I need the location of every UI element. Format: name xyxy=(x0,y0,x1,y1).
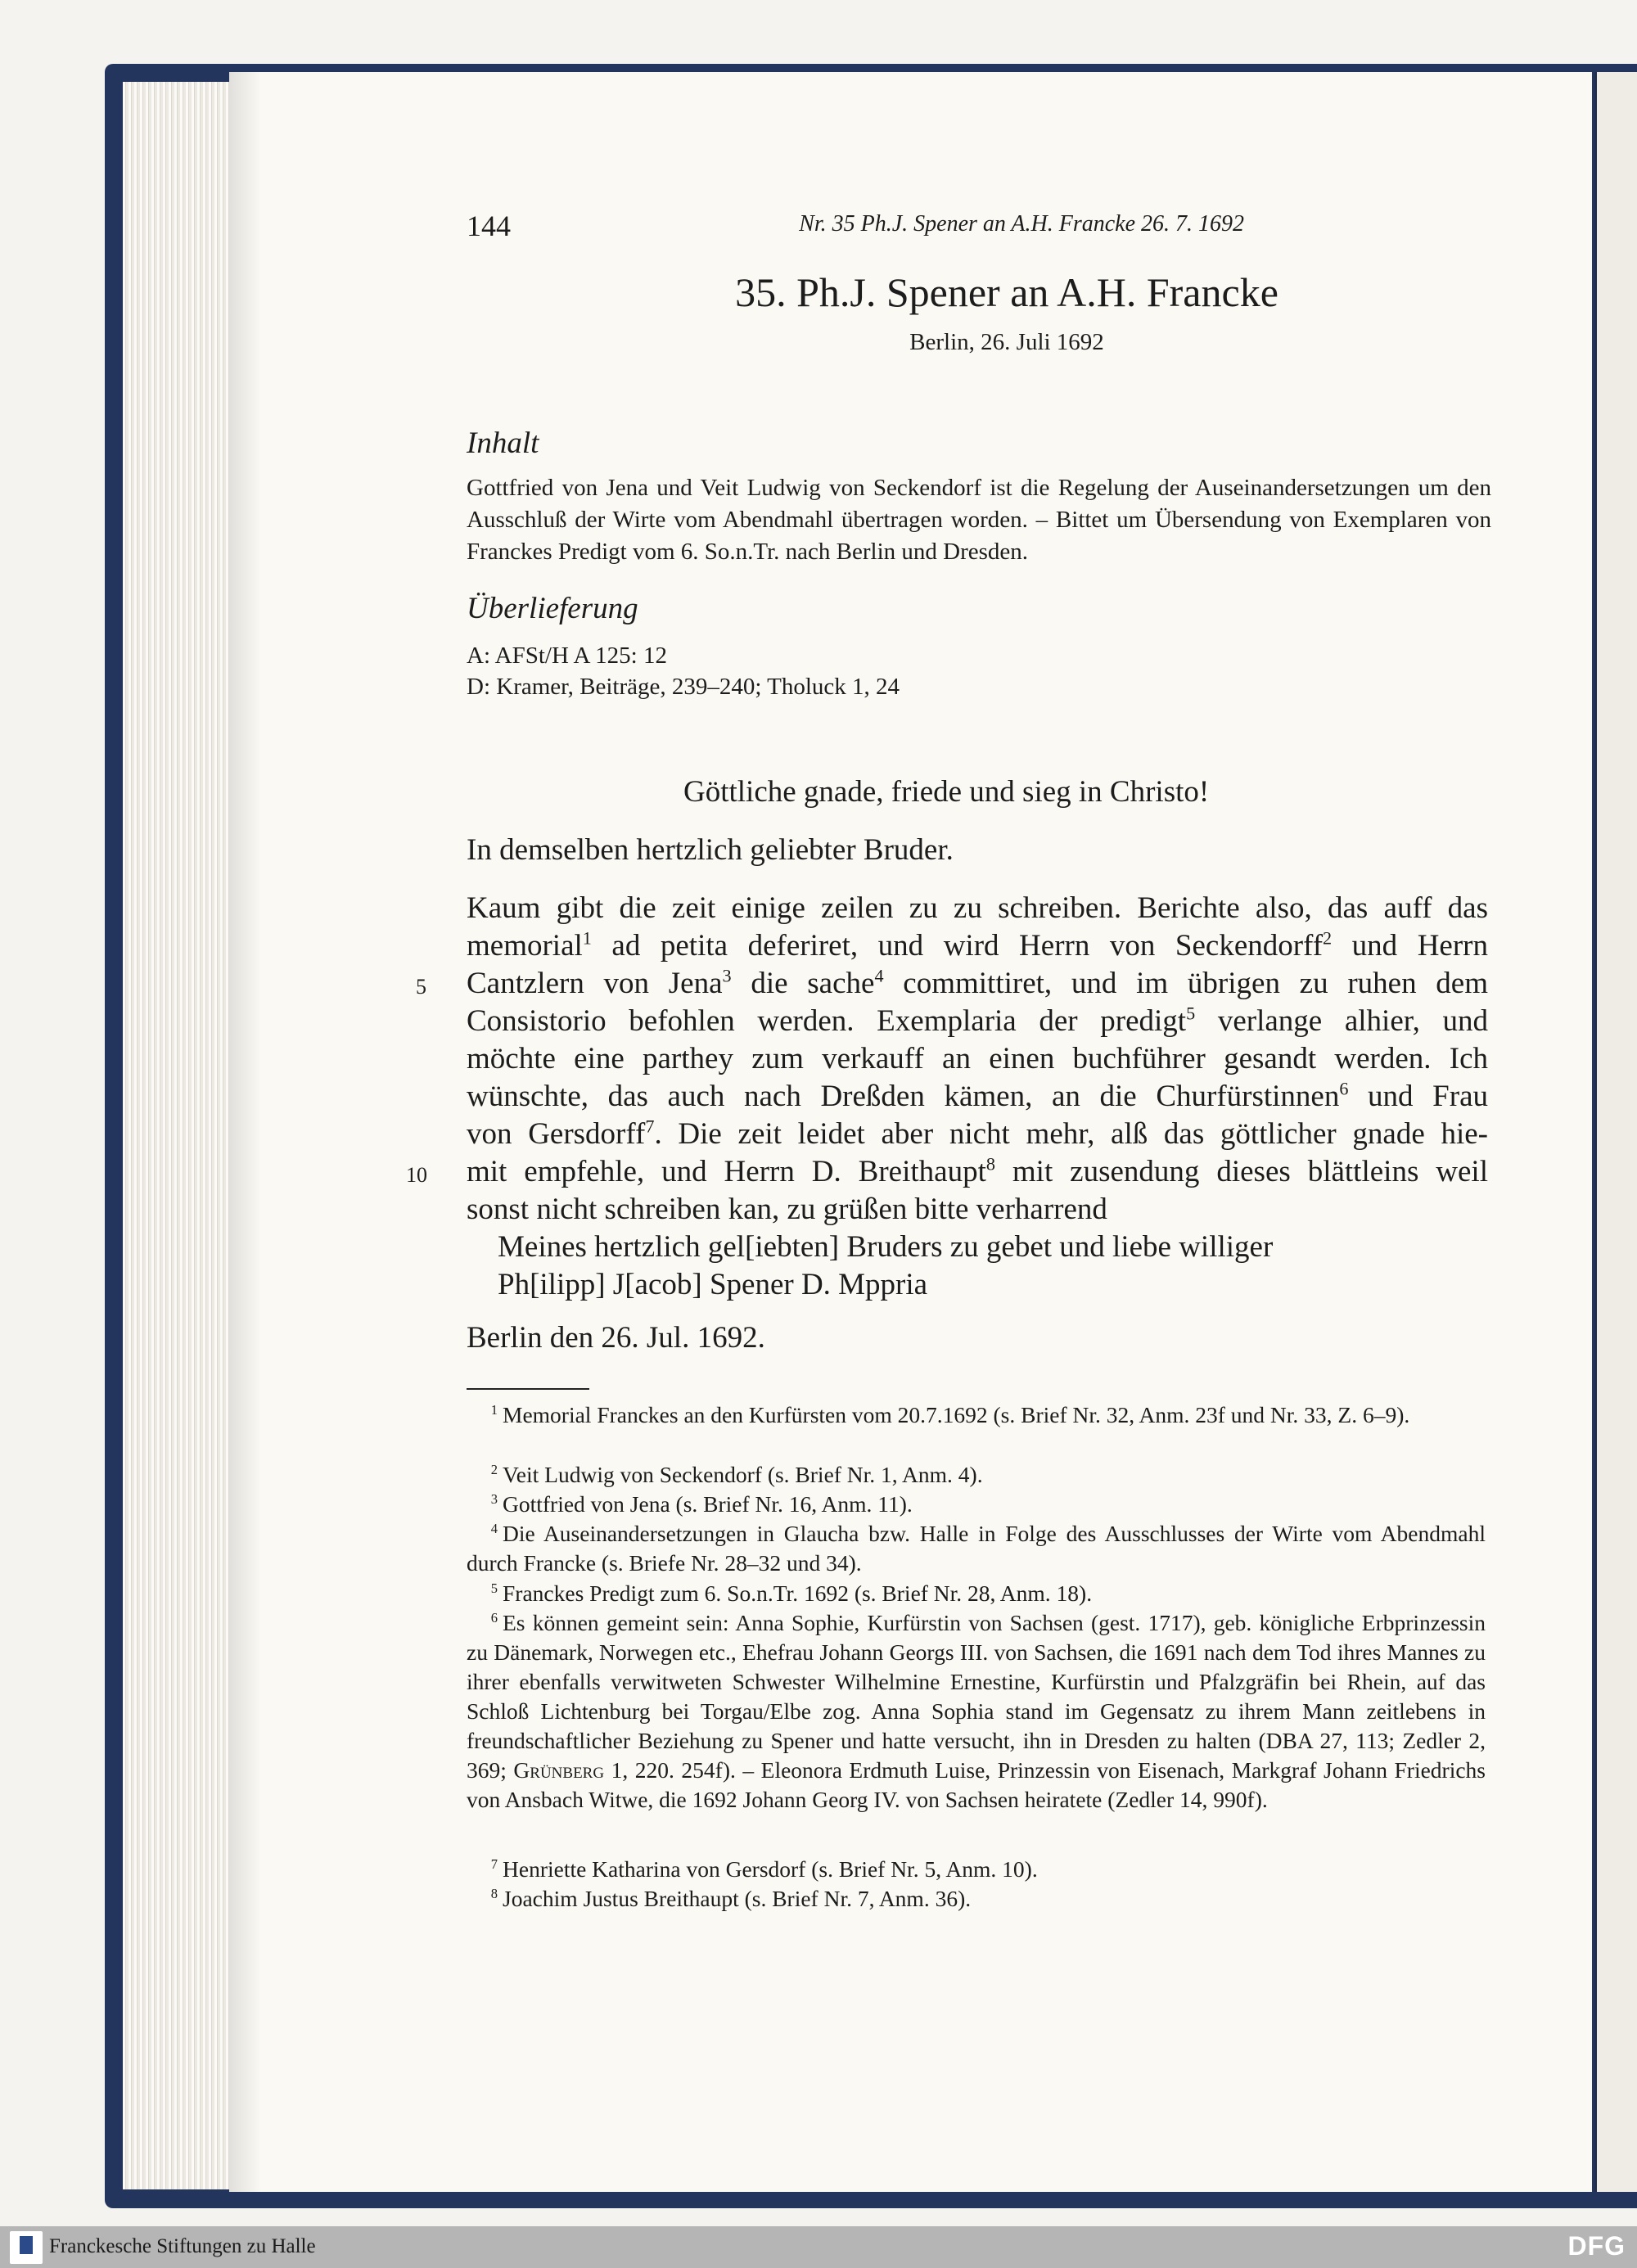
institution-logo-icon xyxy=(10,2231,43,2264)
letter-dateline: Berlin, 26. Juli 1692 xyxy=(909,329,1104,355)
salutation: Göttliche gnade, friede und sieg in Christo! xyxy=(683,775,1210,809)
footnote: $^7$ Henriette Katharina von Gersdorf (s. Brief Nr. 5, Anm. 10). xyxy=(490,1856,1038,1882)
page-number: 144 xyxy=(467,210,511,242)
gutter-shadow xyxy=(229,72,262,2192)
footnote-ref: 3 xyxy=(722,965,732,986)
footnote-ref: 7 xyxy=(645,1116,655,1137)
footnote-ref: 6 xyxy=(1339,1078,1349,1099)
footnote: $^8$ Joachim Justus Breithaupt (s. Brief Nr. 7, Anm. 36). xyxy=(490,1886,972,1911)
line-number: 10 xyxy=(406,1163,427,1187)
body-line: mit empfehle, und Herrn D. Breithaupt$^8$ mit zusendung dieses blättleins weil xyxy=(467,1153,1488,1188)
footnote-ref: 4 xyxy=(874,965,884,986)
footnote: $^1$ Memorial Franckes an den Kurfürsten vom 20.7.1692 (s. Brief Nr. 32, Anm. 23f und Nr. 33, Z. 6–9). xyxy=(490,1402,1410,1427)
signature: Ph[ilipp] J[acob] Spener D. Mppria xyxy=(498,1268,928,1301)
body-line: wünschte, das auch nach Dreßden kämen, an die Churfürstinnen$^6$ und Frau xyxy=(467,1078,1488,1113)
ueberlieferung-heading: Überlieferung xyxy=(467,592,638,625)
body-line: möchte eine parthey zum verkauff an einen buchführer gesandt werden. Ich xyxy=(467,1042,1488,1075)
letter-date: Berlin den 26. Jul. 1692. xyxy=(467,1321,765,1355)
body-line: memorial$^1$ ad petita deferiret, und wird Herrn von Seckendorff$^2$ und Herrn xyxy=(467,927,1488,963)
page-edges xyxy=(123,82,229,2189)
body-line: sonst nicht schreiben kan, zu grüßen bitte verharrend xyxy=(467,1193,1107,1226)
inhalt-heading: Inhalt xyxy=(467,426,539,460)
footnote: $^6$ Es können gemeint sein: Anna Sophie, Kurfürstin von Sachsen (gest. 1717), geb. königliche Erbprinzessin zu Dänemark, Norwegen etc., Ehefrau Johann Georgs III. von Sachsen, die 1691 nach dem Tod ihres Mannes zu ihrer ebenfalls verwitweten Schwester Wilhelmine Ernestine, Kurfürstin und Pfalzgräfin bei Rhein, auf das Schloß Lichtenburg bei Torgau/Elbe zog. Anna Sophia stand im Gegensatz zu ihrem Mann zeitlebens in freundschaftlicher Beziehung zu Spener und hatte versucht, ihn in Dresden zu halten (DBA 27, 113; Zedler 2, 369; Grünberg 1, 220. 254f). – Eleonora Erdmuth Luise, Prinzessin von Eisenach, Markgraf Johann Friedrichs von Ansbach Witwe, die 1692 Johann Georg IV. von Sachsen heiratete (Zedler 14, 990f). xyxy=(467,1610,1486,1812)
ueberlieferung-line: A: AFSt/H A 125: 12 xyxy=(467,643,667,669)
footnote: $^5$ Franckes Predigt zum 6. So.n.Tr. 1692 (s. Brief Nr. 28, Anm. 18). xyxy=(490,1580,1093,1606)
ueberlieferung-line: D: Kramer, Beiträge, 239–240; Tholuck 1, 24 xyxy=(467,674,900,700)
footnote-ref: 5 xyxy=(1186,1003,1196,1024)
facing-page-edge xyxy=(1594,72,1637,2192)
closing-formula: Meines hertzlich gel[iebten] Bruders zu gebet und liebe williger xyxy=(498,1230,1274,1264)
inhalt-text: Gottfried von Jena und Veit Ludwig von Seckendorf ist die Regelung der Auseinandersetzungen um den Ausschluß der Wirte vom Abendmahl übertragen worden. – Bittet um Übersendung von Exemplaren von Franckes Predigt vom 6. So.n.Tr. nach Berlin und Dresden. xyxy=(467,475,1491,565)
institution-name: Franckesche Stiftungen zu Halle xyxy=(49,2235,316,2257)
letter-title: 35. Ph.J. Spener an A.H. Francke xyxy=(735,269,1278,315)
line-number: 5 xyxy=(416,975,426,999)
footnote: $^2$ Veit Ludwig von Seckendorf (s. Brief Nr. 1, Anm. 4). xyxy=(490,1462,983,1487)
body-line: Consistorio befohlen werden. Exemplaria der predigt$^5$ verlange alhier, und xyxy=(467,1003,1488,1038)
dfg-logo: DFG xyxy=(1567,2231,1626,2261)
footnote-ref: 2 xyxy=(1323,927,1333,949)
footnote-ref: 8 xyxy=(985,1153,995,1175)
footnote-ref: 1 xyxy=(582,927,592,949)
footnote: $^3$ Gottfried von Jena (s. Brief Nr. 16, Anm. 11). xyxy=(490,1491,913,1517)
address-line: In demselben hertzlich geliebter Bruder. xyxy=(467,833,954,867)
footnote-rule xyxy=(467,1388,589,1390)
footnote: $^4$ Die Auseinandersetzungen in Glaucha bzw. Halle in Folge des Ausschlusses der Wirte vom Abendmahl durch Francke (s. Briefe Nr. 28–32 und 34). xyxy=(467,1521,1486,1576)
viewer-footer xyxy=(0,2226,1637,2268)
running-head: Nr. 35 Ph.J. Spener an A.H. Francke 26. 7. 1692 xyxy=(799,211,1244,237)
body-line: von Gersdorff$^7$. Die zeit leidet aber nicht mehr, alß das göttlicher gnade hie- xyxy=(467,1116,1488,1151)
body-line: Cantzlern von Jena$^3$ die sache$^4$ committiret, und im übrigen zu ruhen dem xyxy=(467,965,1488,1000)
body-line: Kaum gibt die zeit einige zeilen zu zu schreiben. Berichte also, das auff das xyxy=(467,891,1488,925)
